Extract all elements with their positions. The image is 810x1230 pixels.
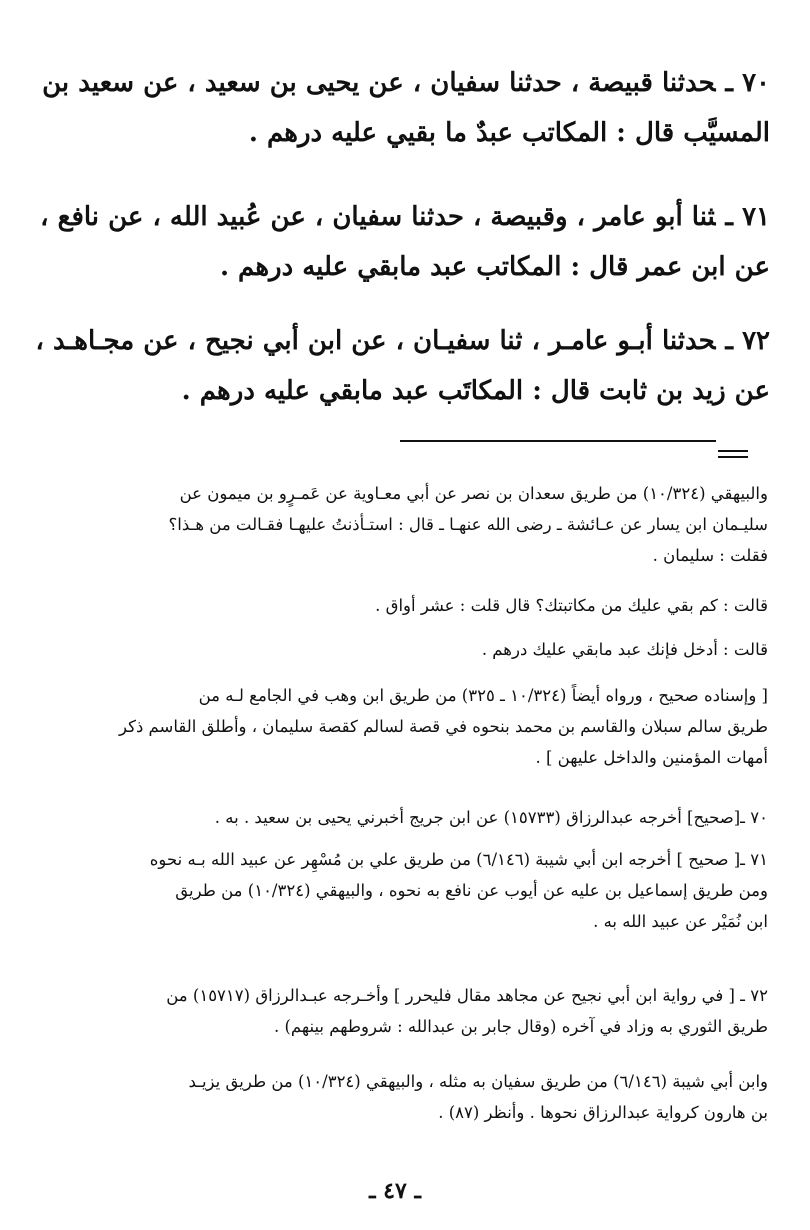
hadith-number: ٧٠ ـ [725, 68, 770, 98]
footnote-separator [400, 440, 716, 442]
hadith-line: عن زيد بن ثابت قال : المكاتَب عبد مابقي عليه درهم . [181, 376, 770, 406]
footnote-line: وابن أبي شيبة (٦/١٤٦) من طريق سفيان به مثله ، والبيهقي (١٠/٣٢٤) من طريق يزيـد [188, 1072, 768, 1091]
footnote-line: ٧٠ ـ[صحيح] أخرجه عبدالرزاق (١٥٧٣٣) عن ابن جريج أخبرني يحيى بن سعيد . به . [214, 808, 768, 827]
hadith-line: عن ابن عمر قال : المكاتب عبد مابقي عليه درهم . [219, 252, 770, 282]
footnote-line: ٧٢ ـ [ في رواية ابن أبي نجيح عن مجاهد مقال فليحرر ] وأخـرجه عبـدالرزاق (١٥٧١٧) من [166, 986, 768, 1005]
hadith-line [40, 192, 770, 242]
footnote-line: قالت : كم بقي عليك من مكاتبتك؟ قال قلت : عشر أواق . [375, 596, 768, 615]
hadith-line [40, 58, 770, 108]
footnote-line: طريق سالم سبلان والقاسم بن محمد بنحوه في قصة لسالم كقصة سليمان ، وأطلق القاسم ذكر [119, 717, 768, 736]
footnote-paragraph [38, 478, 768, 571]
footnote-line: والبيهقي (١٠/٣٢٤) من طريق سعدان بن نصر عن أبي معـاوية عن عَمـرٍو بن ميمون عن [179, 484, 768, 503]
hadith-line: المسيَّب قال : المكاتب عبدٌ ما بقيي عليه درهم . [248, 118, 770, 148]
footnote-line: ابن نُمَيْر عن عبيد الله به . [593, 912, 768, 931]
footnote-line: ٧١ ـ[ صحيح ] أخرجه ابن أبي شيبة (٦/١٤٦) من طريق علي بن مُسْهِر عن عبيد الله بـه نحوه [149, 850, 768, 869]
footnote-line: أمهات المؤمنين والداخل عليهن ] . [535, 748, 768, 767]
hadith-71 [40, 192, 770, 292]
footnote-paragraph [38, 590, 768, 621]
page-number: ـ ٤٧ ـ [369, 1178, 421, 1204]
footnote-line: ومن طريق إسماعيل بن عليه عن أيوب عن نافع به نحوه ، والبيهقي (١٠/٣٢٤) من طريق [175, 881, 768, 900]
hadith-text: حدثنا أبـو عامـر ، ثنا سفيـان ، عن ابن أبي نجيح ، عن مجـاهـد ، [35, 326, 716, 356]
separator-double-rule [718, 450, 748, 464]
footnote-line: قالت : أدخل فإنك عبد مابقي عليك درهم . [481, 640, 768, 659]
hadith-text: ثنا أبو عامر ، وقبيصة ، حدثنا سفيان ، عن عُبيد الله ، عن نافع ، [40, 202, 716, 232]
footnote-line: طريق الثوري به وزاد في آخره (وقال جابر بن عبدالله : شروطهم بينهم) . [273, 1017, 768, 1036]
footnote-paragraph [38, 634, 768, 665]
hadith-text: حدثنا قبيصة ، حدثنا سفيان ، عن يحيى بن سعيد ، عن سعيد بن [42, 68, 716, 98]
footnote-line: [ وإسناده صحيح ، ورواه أيضاً (١٠/٣٢٤ ـ ٣٢٥) من طريق ابن وهب في الجامع لـه من [198, 686, 768, 705]
hadith-line [35, 316, 770, 366]
footnote-71 [38, 844, 768, 937]
footnote-paragraph [38, 1066, 768, 1128]
hadith-72 [35, 316, 770, 416]
footnote-72 [38, 980, 768, 1042]
footnote-line: بن هارون كرواية عبدالرزاق نحوها . وأنظر (٨٧) . [438, 1103, 768, 1122]
footnote-paragraph [38, 680, 768, 773]
footnote-line: فقلت : سليمان . [652, 546, 768, 565]
hadith-number: ٧١ ـ [725, 202, 770, 232]
hadith-number: ٧٢ ـ [725, 326, 770, 356]
footnote-70 [38, 802, 768, 833]
hadith-70 [40, 58, 770, 158]
footnote-line: سليـمان ابن يسار عن عـائشة ـ رضى الله عنهـا ـ قال : استـأذنتُ عليهـا فقـالت من هـذا؟ [168, 515, 768, 534]
